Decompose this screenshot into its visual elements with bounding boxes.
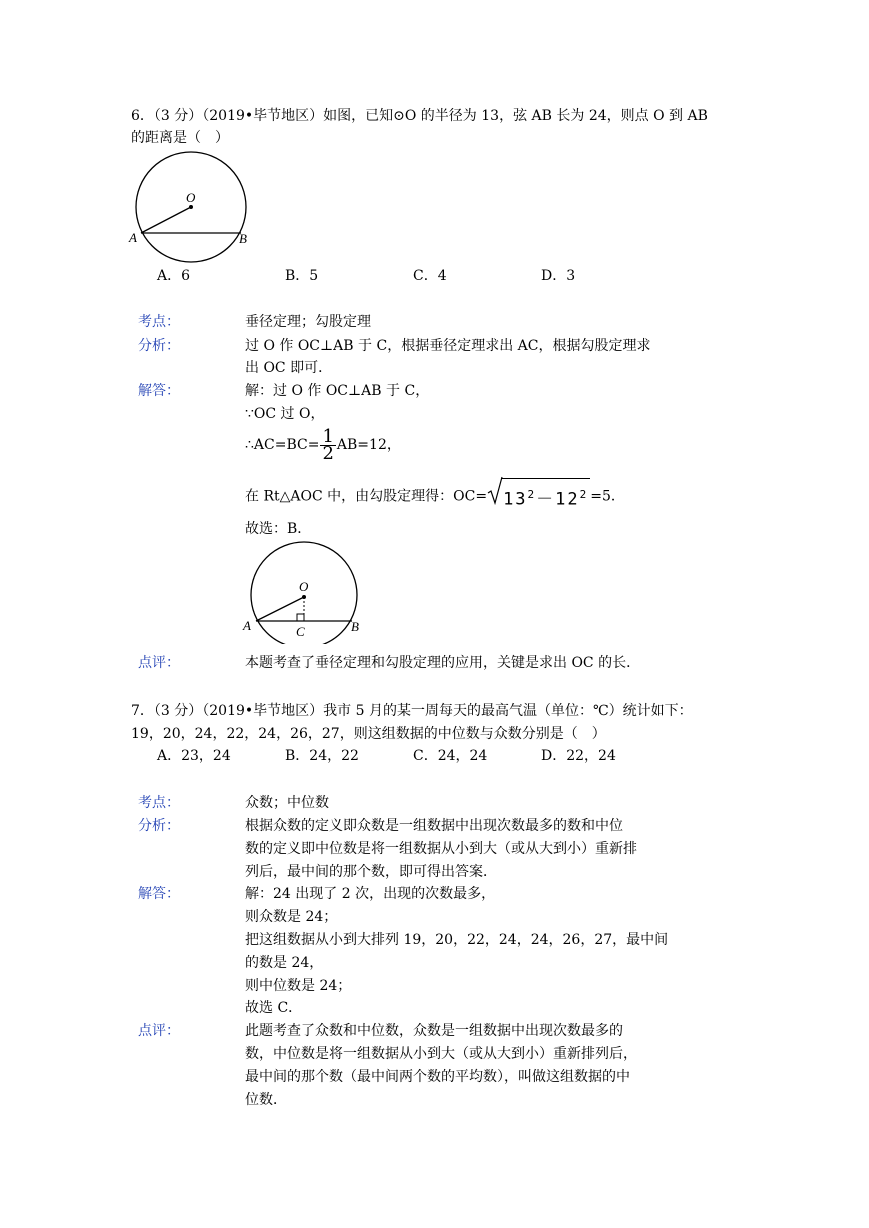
q6-kaodian-label: 考点：: [138, 314, 180, 330]
fraction-numerator: 1: [322, 425, 334, 447]
q7-jieda-line: 则众数是 24；: [245, 909, 338, 925]
right-angle-mark-icon: [297, 614, 304, 621]
sqrt-expression: [487, 478, 590, 515]
q6-stem-line2: 的距离是（ ）: [131, 130, 229, 146]
q7-dianping-line: 最中间的那个数（最中间两个数的平均数），叫做这组数据的中: [245, 1069, 630, 1085]
q7-dianping-label: 点评：: [138, 1023, 180, 1039]
q7-stem-line1: 7．（3 分）（2019•毕节地区）我市 5 月的某一周每天的最高气温（单位：℃）统计如下：: [131, 703, 693, 719]
q7-option-b[interactable]: B．24，22: [285, 748, 359, 764]
radicand-b: －12: [536, 489, 580, 510]
center-point: [189, 205, 193, 209]
q7-dianping-line: 此题考查了众数和中位数，众数是一组数据中出现次数最多的: [245, 1023, 623, 1039]
q6-circle-figure: [128, 150, 258, 268]
radical-sign-icon: [487, 476, 503, 506]
q6-option-a[interactable]: A．6: [157, 268, 191, 284]
q6-jieda-line: 故选：B．: [245, 521, 312, 537]
q6-jieda-line: ∵OC 过 O，: [245, 406, 325, 422]
q6-solution-figure: [240, 540, 370, 644]
q7-dianping-line: 数，中位数是将一组数据从小到大（或从大到小）重新排列后，: [245, 1046, 637, 1062]
fraction-denominator: 2: [322, 442, 334, 464]
q7-dianping-line: 位数．: [245, 1092, 287, 1108]
q7-fenxi-line: 根据众数的定义即众数是一组数据中出现次数最多的数和中位: [245, 818, 623, 834]
q7-option-a[interactable]: A．23，24: [157, 748, 231, 764]
q7-option-c[interactable]: C．24，24: [413, 748, 488, 764]
label-o: O: [299, 579, 309, 594]
q6-jieda-l3-post: AB=12，: [336, 437, 401, 453]
q6-fenxi-label: 分析：: [138, 338, 180, 354]
exponent-1: 2: [527, 488, 537, 501]
q7-kaodian-label: 考点：: [138, 795, 180, 811]
q6-jieda-sqrt-line: [245, 478, 625, 515]
label-a: A: [129, 230, 137, 245]
q6-option-d[interactable]: D．3: [541, 268, 576, 284]
q6-dianping-label: 点评：: [138, 655, 180, 671]
q7-jieda-line: 故选 C．: [245, 1000, 303, 1016]
q6-kaodian-text: 垂径定理；勾股定理: [245, 314, 371, 330]
q7-jieda-label: 解答：: [138, 886, 180, 902]
label-a: A: [243, 618, 251, 633]
q7-jieda-line: 把这组数据从小到大排列 19，20，22，24，24，26，27，最中间: [245, 932, 669, 948]
center-point: [302, 595, 306, 599]
radius-oa: [141, 207, 191, 233]
radicand-a: 13: [503, 489, 528, 510]
q7-jieda-line: 则中位数是 24；: [245, 978, 352, 994]
q6-dianping-text: 本题考查了垂径定理和勾股定理的应用，关键是求出 OC 的长．: [245, 655, 641, 671]
label-o: O: [186, 190, 196, 205]
q7-fenxi-line: 列后，最中间的那个数，即可得出答案．: [245, 864, 497, 880]
q7-kaodian-text: 众数；中位数: [245, 795, 329, 811]
exponent-2: 2: [579, 488, 589, 501]
q6-jieda-l4-post: =5．: [590, 488, 625, 505]
q6-fenxi-line: 出 OC 即可．: [245, 360, 333, 376]
radicand: [501, 478, 590, 514]
fraction-half: [320, 425, 335, 464]
q6-jieda-label: 解答：: [138, 383, 180, 399]
q7-fenxi-line: 数的定义即中位数是将一组数据从小到大（或从大到小）重新排: [245, 841, 637, 857]
q6-fenxi-line: 过 O 作 OC⊥AB 于 C，根据垂径定理求出 AC，根据勾股定理求: [245, 338, 651, 354]
q6-jieda-line: 解：过 O 作 OC⊥AB 于 C，: [245, 383, 430, 399]
q6-jieda-l3-pre: ∴AC=BC=: [245, 437, 320, 453]
q6-jieda-l4-pre: 在 Rt△AOC 中，由勾股定理得：OC=: [245, 488, 488, 505]
label-b: B: [351, 619, 359, 634]
q7-jieda-line: 解：24 出现了 2 次，出现的次数最多，: [245, 886, 496, 902]
q6-option-b[interactable]: B．5: [285, 268, 319, 284]
label-b: B: [239, 231, 247, 246]
label-c: C: [296, 624, 305, 639]
q6-jieda-fraction-line: [245, 427, 401, 463]
q6-option-c[interactable]: C．4: [413, 268, 447, 284]
q7-jieda-line: 的数是 24，: [245, 955, 324, 971]
q7-option-d[interactable]: D．22，24: [541, 748, 616, 764]
q7-fenxi-label: 分析：: [138, 818, 180, 834]
q6-stem-line1: 6．（3 分）（2019•毕节地区）如图，已知⊙O 的半径为 13，弦 AB 长为 24，则点 O 到 AB: [131, 108, 708, 124]
q7-stem-line2: 19，20，24，22，24，26，27，则这组数据的中位数与众数分别是（ ）: [131, 726, 606, 742]
